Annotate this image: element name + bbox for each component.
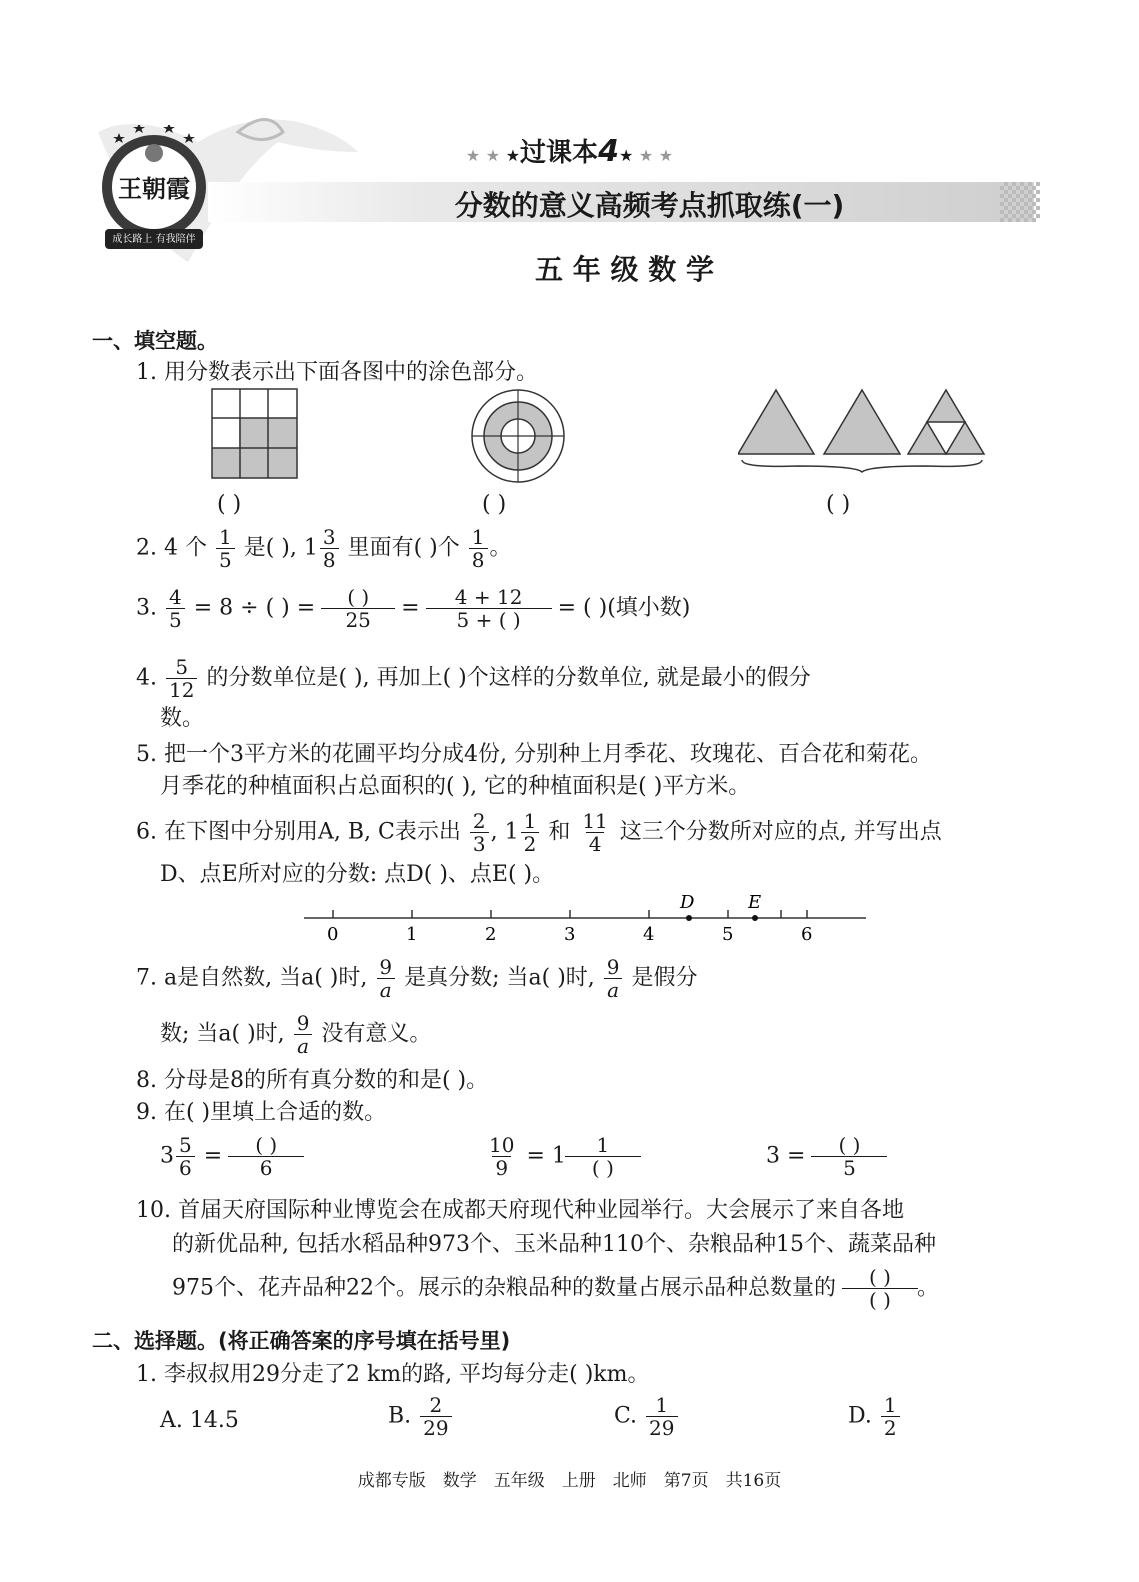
q9-text: 9. 在( )里填上合适的数。 (136, 1100, 387, 1125)
logo-name: 王朝霞 (118, 174, 190, 203)
q5-line1: 5. 把一个3平方米的花圃平均分成4份, 分别种上月季花、玫瑰花、百合花和菊花。 (136, 742, 932, 767)
q1-answer-2[interactable]: ( ) (482, 492, 507, 517)
option-d[interactable]: D. $\frac{1}{2}$ (848, 1394, 902, 1439)
fraction: $\frac{2}{29}$ (420, 1394, 451, 1439)
q4-line2: 数。 (160, 706, 205, 731)
q7-line2: 数; 当a( )时, $\frac{9}{a}$ 没有意义。 (160, 1011, 432, 1058)
option-c[interactable]: C. $\frac{1}{29}$ (614, 1394, 680, 1439)
fraction: $\frac{9}{a}$ (294, 1012, 313, 1057)
q10-line3: 975个、花卉品种22个。展示的杂粮品种的数量占展示品种总数量的 $\frac{( )}{( )}$ 。 (172, 1265, 940, 1312)
tick-5: 5 (722, 924, 734, 945)
q1-text: 1. 用分数表示出下面各图中的涂色部分。 (136, 360, 538, 385)
fraction: $\frac{( )}{25}$ (324, 586, 392, 631)
tick-3: 3 (564, 924, 576, 945)
fraction: $\frac{5}{12}$ (166, 656, 197, 701)
series-line: ★ ★ ★过课本4★ ★ ★ (465, 134, 674, 169)
option-a[interactable]: A. 14.5 (160, 1408, 239, 1433)
fraction: $\frac{10}{9}$ (489, 1133, 515, 1180)
point-e-dot (752, 915, 758, 921)
q9-eq1: 3 $\frac{5}{6}$ = $\frac{( )}{6}$ (160, 1134, 303, 1179)
fraction: $\frac{1}{2}$ (521, 810, 540, 855)
fraction: $\frac{1}{( )}$ (568, 1134, 638, 1179)
q1-answer-3[interactable]: ( ) (826, 492, 851, 517)
q10-line2: 的新优品种, 包括水稻品种973个、玉米品种110个、杂粮品种15个、蔬菜品种 (172, 1232, 936, 1257)
series-number: 4 (598, 134, 619, 169)
q9-eq2: $\frac{10}{9}$ = 1 $\frac{1}{( )}$ (484, 1134, 640, 1179)
q6-line1: 6. 在下图中分别用A, B, C表示出 $\frac{2}{3}$ , 1 $\frac{1}{2}$ 和 $\frac{11}{4}$ 这三个分数所对应的点, 并写出点 (136, 809, 942, 856)
q1-grid-figure (211, 388, 299, 480)
page-subtitle: 五 年 级 数 学 (535, 253, 714, 286)
q8: 8. 分母是8的所有真分数的和是( )。 (136, 1068, 489, 1093)
q7-line1: 7. a是自然数, 当a( )时, $\frac{9}{a}$ 是真分数; 当a( )时, $\frac{9}{a}$ 是假分 (136, 955, 698, 1002)
section2-heading: 二、选择题。(将正确答案的序号填在括号里) (92, 1329, 511, 1353)
q1-triangles-figure (738, 386, 988, 474)
q9-eq3: 3 = $\frac{( )}{5}$ (766, 1134, 886, 1179)
series-label: 过课本 (520, 138, 599, 168)
tick-4: 4 (643, 924, 655, 945)
fraction: $\frac{9}{a}$ (604, 956, 623, 1001)
point-d-label: D (680, 892, 695, 913)
number-line (300, 890, 870, 946)
fraction: $\frac{4}{5}$ (166, 586, 185, 631)
tick-0: 0 (327, 924, 339, 945)
q2: 2. 4 个 $\frac{1}{5}$ 是( ), 1 $\frac{3}{8}$ 里面有( )个 $\frac{1}{8}$ 。 (136, 525, 512, 572)
option-b[interactable]: B. $\frac{2}{29}$ (388, 1394, 454, 1439)
q3: 3. $\frac{4}{5}$ = 8 ÷ ( ) = $\frac{( )}{25}$ = $\frac{4 + 12}{5 + ( )}$ = ( )(填小数) (136, 585, 691, 632)
fraction: $\frac{11}{4}$ (582, 809, 608, 856)
fraction: $\frac{1}{2}$ (881, 1394, 900, 1439)
logo-ribbon-text: 成长路上 有我陪伴 (112, 234, 196, 245)
q10-line1: 10. 首届天府国际种业博览会在成都天府现代种业园举行。大会展示了来自各地 (136, 1198, 904, 1223)
tick-1: 1 (406, 924, 418, 945)
fraction: $\frac{( )}{( )}$ (845, 1266, 915, 1311)
q5-line2: 月季花的种植面积占总面积的( ), 它的种植面积是( )平方米。 (160, 774, 751, 799)
tick-2: 2 (485, 924, 497, 945)
point-d-dot (686, 915, 692, 921)
q1-circle-figure (470, 388, 566, 484)
fraction: $\frac{( )}{5}$ (814, 1134, 884, 1179)
fraction: $\frac{( )}{6}$ (231, 1134, 301, 1179)
section1-heading: 一、填空题。 (92, 329, 218, 353)
tick-6: 6 (801, 924, 813, 945)
q1-answer-1[interactable]: ( ) (217, 492, 242, 517)
fraction: $\frac{1}{8}$ (469, 526, 488, 571)
point-e-label: E (748, 892, 762, 913)
fraction: $\frac{1}{5}$ (216, 526, 235, 571)
fraction: $\frac{9}{a}$ (376, 956, 395, 1001)
fraction: $\frac{1}{29}$ (646, 1394, 677, 1439)
s2-q1: 1. 李叔叔用29分走了2 km的路, 平均每分走( )km。 (136, 1362, 650, 1387)
page-title: 分数的意义高频考点抓取练(一) (454, 189, 845, 222)
fraction: $\frac{5}{6}$ (176, 1134, 195, 1179)
fraction: $\frac{3}{8}$ (320, 526, 339, 571)
q6-line2: D、点E所对应的分数: 点D( )、点E( )。 (160, 862, 555, 887)
fraction: $\frac{2}{3}$ (470, 810, 489, 855)
page-footer: 成都专版 数学 五年级 上册 北师 第7页 共16页 (357, 1471, 782, 1491)
q4-line1: 4. $\frac{5}{12}$ 的分数单位是( ), 再加上( )个这样的分数单位, 就是最小的假分 (136, 655, 811, 702)
fraction: $\frac{4 + 12}{5 + ( )}$ (429, 586, 549, 631)
